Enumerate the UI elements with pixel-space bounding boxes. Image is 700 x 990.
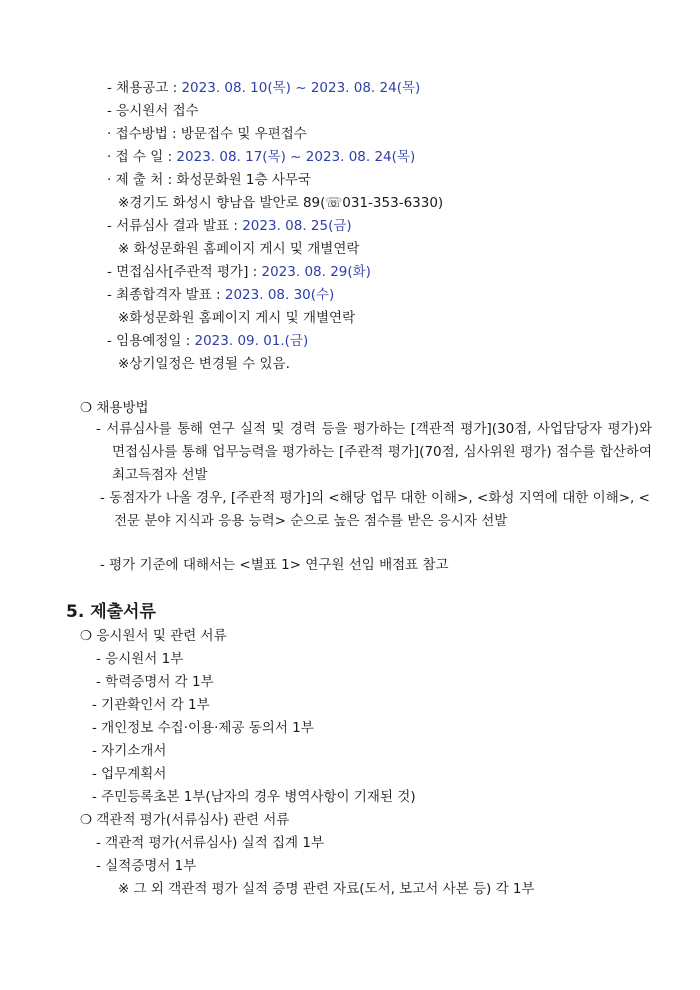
appoint-date: 2023. 09. 01.(금) — [194, 333, 309, 349]
submit-place: · 제 출 처 : 화성문화원 1층 사무국 — [107, 172, 311, 188]
doc-item: - 자기소개서 — [92, 743, 167, 759]
doc-item: - 학력증명서 각 1부 — [96, 674, 214, 690]
doc-result-date: 2023. 08. 25(금) — [242, 218, 352, 234]
doc-item: - 객관적 평가(서류심사) 실적 집계 1부 — [96, 835, 325, 851]
doc-item: - 실적증명서 1부 — [96, 858, 197, 874]
change-note: ※상기일정은 변경될 수 있음. — [118, 356, 290, 372]
receipt-date: 2023. 08. 17(목) ~ 2023. 08. 24(목) — [176, 149, 416, 165]
final-date: 2023. 08. 30(수) — [224, 287, 335, 303]
address-note: ※경기도 화성시 향남읍 발안로 89(☏031-353-6330) — [118, 195, 444, 211]
method-item-2: - 동점자가 나올 경우, [주관적 평가]의 <해당 업무 대한 이해>, <화성 지역에 대한 이해>, <전문 분야 지식과 응용 능력> 순으로 높은 점수를 받은 응시자 선발 — [100, 490, 650, 529]
doc-item: - 기관확인서 각 1부 — [92, 697, 210, 713]
doc-group2-note: ※ 그 외 객관적 평가 실적 증명 관련 자료(도서, 보고서 사본 등) 각 1부 — [118, 881, 535, 897]
section-heading: 5. 제출서류 — [66, 602, 156, 622]
receipt-line: - 응시원서 접수 — [107, 103, 199, 119]
method-item-1: - 서류심사를 통해 연구 실적 및 경력 등을 평가하는 [객관적 평가](30점, 사업담당자 평가)와 면접심사를 통해 업무능력을 평가하는 [주관적 평가](70점, 심사위원 평가) 점수를 합산하여 최고득점자 선발 — [96, 421, 652, 483]
doc-group1-title: ❍ 응시원서 및 관련 서류 — [80, 628, 227, 644]
doc-item: - 응시원서 1부 — [96, 651, 184, 667]
doc-item: - 업무계획서 — [92, 766, 167, 782]
final-line: - 최종합격자 발표 : 2023. 08. 30(수) — [107, 287, 335, 303]
receipt-date-line: · 접 수 일 : 2023. 08. 17(목) ~ 2023. 08. 24(목) — [107, 149, 416, 165]
doc-group2-title: ❍ 객관적 평가(서류심사) 관련 서류 — [80, 812, 290, 828]
doc-item: - 주민등록초본 1부(남자의 경우 병역사항이 기재된 것) — [92, 789, 416, 805]
method-item-3: - 평가 기준에 대해서는 <별표 1> 연구원 선임 배점표 참고 — [100, 557, 449, 573]
interview-line: - 면접심사[주관적 평가] : 2023. 08. 29(화) — [107, 264, 371, 280]
doc-result-line: - 서류심사 결과 발표 : 2023. 08. 25(금) — [107, 218, 352, 234]
method-title: ❍ 채용방법 — [80, 400, 149, 416]
doc-item: - 개인정보 수집·이용·제공 동의서 1부 — [92, 720, 314, 736]
final-note: ※화성문화원 홈페이지 게시 및 개별연락 — [118, 310, 356, 326]
announce-line: - 채용공고 : 2023. 08. 10(목) ~ 2023. 08. 24(목) — [107, 80, 421, 96]
appoint-line: - 임용예정일 : 2023. 09. 01.(금) — [107, 333, 309, 349]
doc-result-note: ※ 화성문화원 홈페이지 게시 및 개별연락 — [118, 241, 360, 257]
receipt-method: · 접수방법 : 방문접수 및 우편접수 — [107, 126, 307, 142]
announce-date: 2023. 08. 10(목) ~ 2023. 08. 24(목) — [181, 80, 421, 96]
interview-date: 2023. 08. 29(화) — [261, 264, 371, 280]
